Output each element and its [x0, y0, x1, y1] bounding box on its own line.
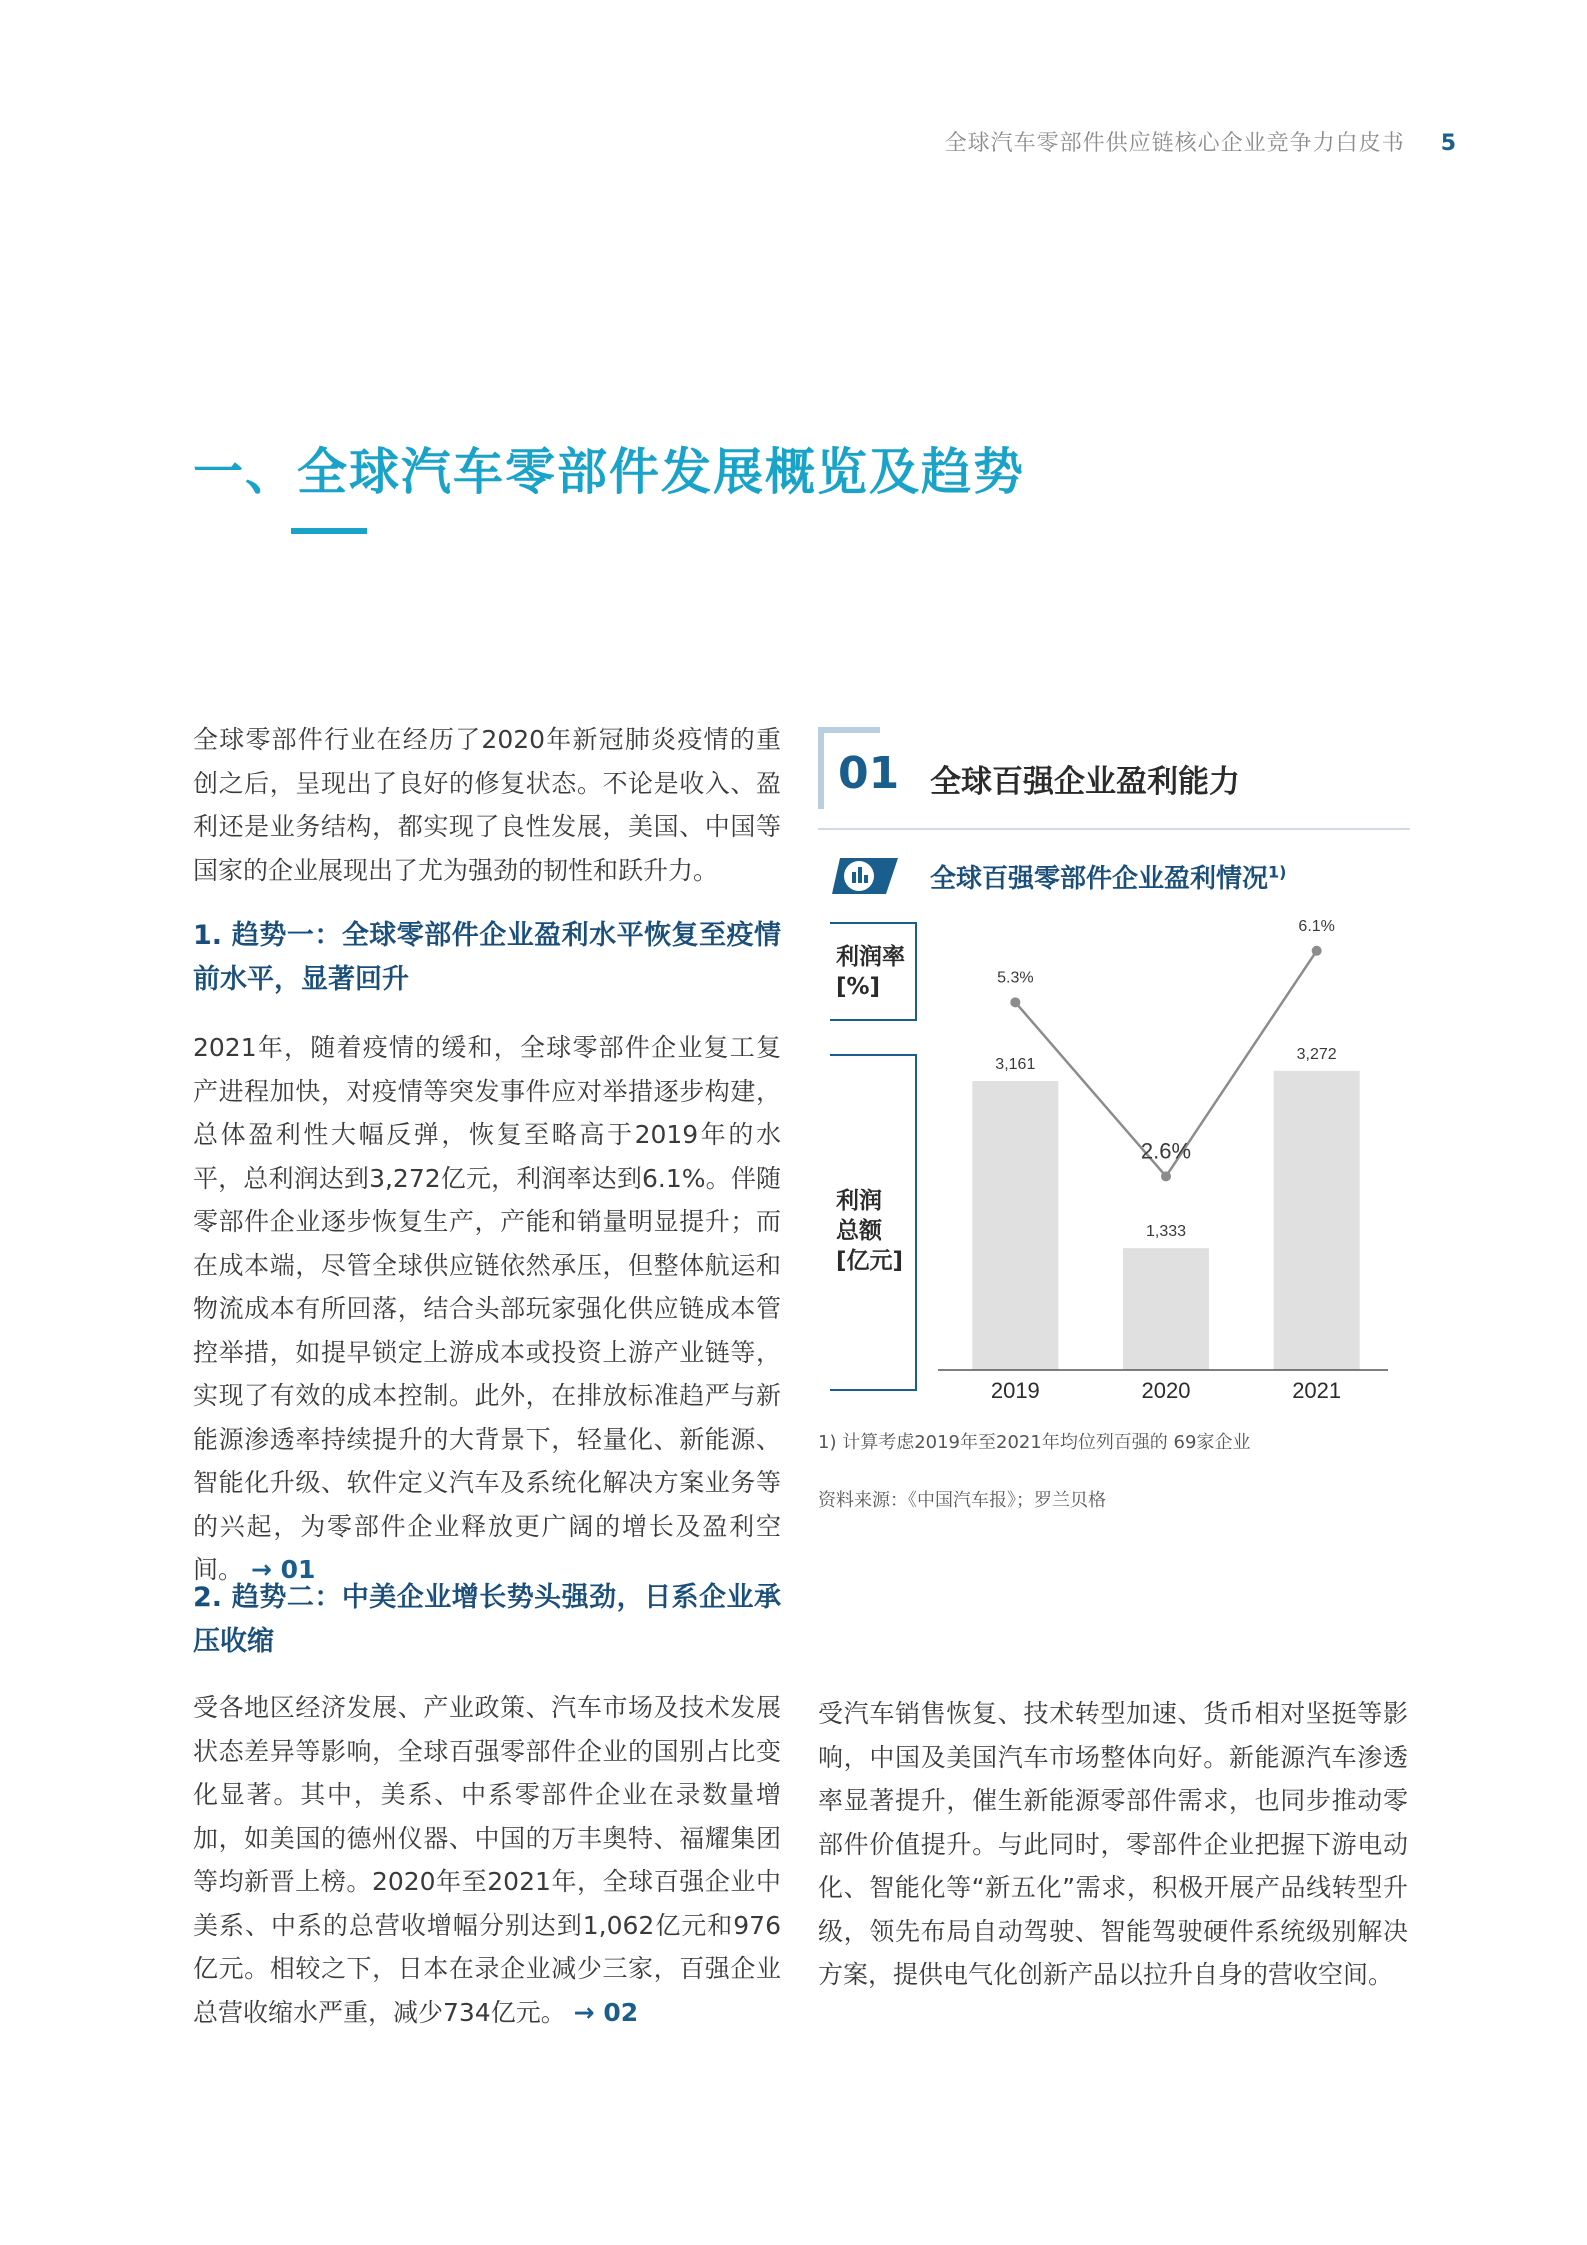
figure-ref-02[interactable]: → 02	[573, 1997, 639, 2027]
x-tick-2020: 2020	[1141, 1378, 1191, 1403]
trend2-body-right: 受汽车销售恢复、技术转型加速、货币相对坚挺等影响，中国及美国汽车市场整体向好。新能源汽车渗透率显著提升，催生新能源零部件需求，也同步推动零部件价值提升。与此同时，零部件企业把握下游电动化、智能化等“新五化”需求，积极开展产品线转型升级，领先布局自动驾驶、智能驾驶硬件系统级别解决方案，提供电气化创新产品以拉升自身的营收空间。	[818, 1699, 1408, 1989]
bar-label-2020: 1,333	[1145, 1223, 1187, 1241]
rate-point-2019	[1010, 997, 1020, 1007]
figure-source: 资料来源：《中国汽车报》；罗兰贝格	[818, 1490, 1106, 1511]
section-title: 一、全球汽车零部件发展概览及趋势	[193, 443, 1025, 501]
rate-axis-bracket	[830, 923, 916, 1020]
right-column-bottom	[818, 1692, 1408, 1997]
figure-title: 全球百强企业盈利能力	[930, 764, 1240, 800]
rate-point-2020	[1161, 1171, 1171, 1181]
trend2-body	[193, 1686, 781, 2034]
figure-ref-01[interactable]: → 01	[250, 1555, 316, 1584]
axis-label-profit-text: 利润 总额 [亿元]	[836, 1188, 904, 1274]
trend1-body-text: 2021年，随着疫情的缓和，全球零部件企业复工复产进程加快，对疫情等突发事件应对举措逐步构建，总体盈利性大幅反弹，恢复至略高于2019年的水平，总利润达到3,272亿元，利润率达到6.1%。伴随零部件企业逐步恢复生产，产能和销量明显提升；而在成本端，尽管全球供应链依然承压，但整体航运和物流成本有所回落，结合头部玩家强化供应链成本管控举措，如提早锁定上游成本或投资上游产业链等，实现了有效的成本控制。此外，在排放标准趋严与新能源渗透率持续提升的大背景下，轻量化、新能源、智能化升级、软件定义汽车及系统化解决方案业务等的兴起，为零部件企业释放更广阔的增长及盈利空间。	[193, 1033, 781, 1584]
title-rule	[291, 528, 367, 534]
rate-label-2021: 6.1%	[1298, 917, 1335, 935]
chart-subtitle-note: 1)	[1268, 862, 1287, 882]
trend2-heading: 2. 趋势二：中美企业增长势头强劲，日系企业承压收缩	[193, 1582, 781, 1657]
bar-2019	[972, 1081, 1058, 1370]
rate-point-2021	[1312, 946, 1322, 956]
figure-badge-bar	[818, 727, 824, 809]
trend1-heading: 1. 趋势一：全球零部件企业盈利水平恢复至疫情前水平，显著回升	[193, 920, 781, 995]
chart-subtitle-text: 全球百强零部件企业盈利情况	[930, 864, 1269, 894]
chart-icon	[832, 852, 898, 900]
figure-number: 01	[838, 748, 900, 799]
bar-label-2019: 3,161	[995, 1055, 1036, 1073]
rate-label-2019: 5.3%	[997, 969, 1034, 987]
intro-paragraph: 全球零部件行业在经历了2020年新冠肺炎疫情的重创之后，呈现出了良好的修复状态。不论是收入、盈利还是业务结构，都实现了良性发展，美国、中国等国家的企业展现出了尤为强劲的韧性和跃升力。	[193, 725, 781, 885]
figure-footnote: 1) 计算考虑2019年至2021年均位列百强的 69家企业	[818, 1432, 1251, 1453]
chart-subtitle	[930, 858, 1286, 895]
figure-badge-bar-top	[824, 727, 880, 733]
x-tick-2021: 2021	[1292, 1378, 1342, 1403]
running-head-title: 全球汽车零部件供应链核心企业竞争力白皮书	[944, 131, 1405, 156]
figure-rule	[818, 828, 1410, 830]
left-column-bottom	[193, 1576, 781, 2034]
axis-label-rate-text: 利润率 [%]	[836, 944, 905, 1000]
rate-label-2020: 2.6%	[1140, 1138, 1192, 1164]
running-head	[945, 126, 1457, 157]
profit-axis-bracket	[830, 1055, 916, 1390]
trend2-body-text: 受各地区经济发展、产业政策、汽车市场及技术发展状态差异等影响，全球百强零部件企业的国别占比变化显著。其中，美系、中系零部件企业在录数量增加，如美国的德州仪器、中国的万丰奥特、福耀集团等均新晋上榜。2020年至2021年，全球百强企业中美系、中系的总营收增幅分别达到1,062亿元和976亿元。相较之下，日本在录企业减少三家，百强企业总营收缩水严重，减少734亿元。	[193, 1693, 781, 2027]
bar-2020	[1123, 1248, 1209, 1370]
bar-2021	[1274, 1071, 1360, 1370]
left-column-top	[193, 718, 781, 1592]
bar-label-2021: 3,272	[1296, 1045, 1337, 1063]
trend1-body	[193, 1026, 781, 1592]
page-number: 5	[1440, 131, 1457, 156]
x-tick-2019: 2019	[990, 1378, 1040, 1403]
profit-chart	[820, 905, 1400, 1405]
